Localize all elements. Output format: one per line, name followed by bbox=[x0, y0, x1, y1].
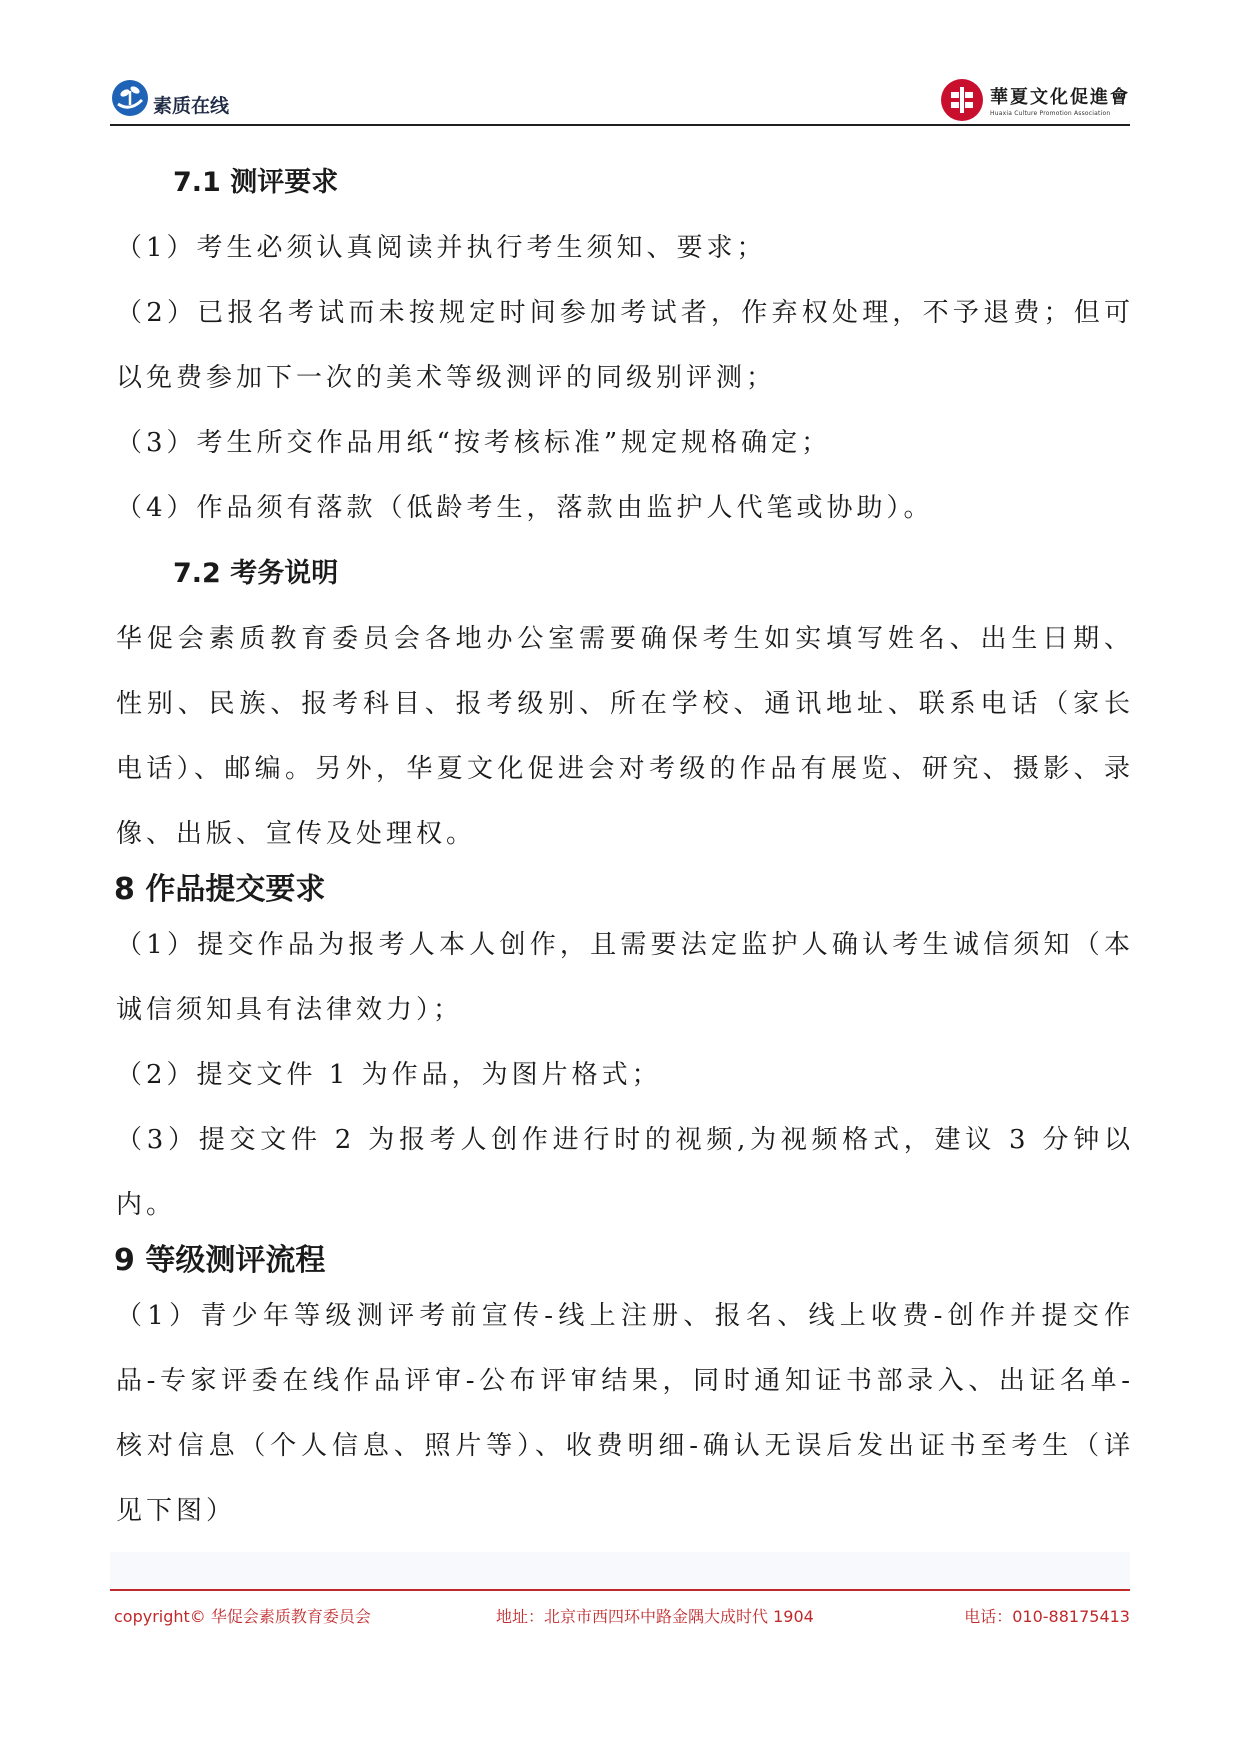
heading-9: 9 等级测评流程 bbox=[114, 1243, 326, 1278]
paragraph-7-1-4: （4）作品须有落款（低龄考生，落款由监护人代笔或协助）。 bbox=[116, 493, 934, 523]
paragraph-8-2: （2）提交文件 1 为作品，为图片格式； bbox=[116, 1060, 662, 1090]
paragraph-7-1-1: （1）考生必须认真阅读并执行考生须知、要求； bbox=[116, 233, 767, 263]
association-seal-icon bbox=[940, 78, 984, 122]
document-body bbox=[116, 150, 1134, 1544]
heading-7-2: 7.2 考务说明 bbox=[173, 558, 339, 589]
association-name-en: Huaxia Culture Promotion Association bbox=[990, 110, 1111, 117]
paragraph-7-1-3: （3）考生所交作品用纸“按考核标准”规定规格确定； bbox=[116, 428, 832, 458]
footer-divider bbox=[110, 1589, 1130, 1591]
footer-copyright: copyright© 华促会素质教育委员会 bbox=[114, 1607, 371, 1626]
paragraph-8-3: （3）提交文件 2 为报考人创作进行时的视频,为视频格式，建议 3 分钟以内。 bbox=[116, 1125, 1134, 1220]
association-name-cn: 華夏文化促進會 bbox=[990, 87, 1130, 108]
paragraph-8-1: （1）提交作品为报考人本人创作，且需要法定监护人确认考生诚信须知（本诚信须知具有法律效力）； bbox=[116, 930, 1134, 1025]
paragraph-7-2-1: 华促会素质教育委员会各地办公室需要确保考生如实填写姓名、出生日期、性别、民族、报考科目、报考级别、所在学校、通讯地址、联系电话（家长电话）、邮编。另外，华夏文化促进会对考级的作品有展览、研究、摄影、录像、出版、宣传及处理权。 bbox=[116, 624, 1134, 849]
paragraph-7-1-2: （2）已报名考试而未按规定时间参加考试者，作弃权处理，不予退费；但可以免费参加下一次的美术等级测评的同级别评测； bbox=[116, 298, 1134, 393]
brand-name: 素质在线 bbox=[153, 94, 230, 117]
header-divider bbox=[110, 124, 1130, 126]
paragraph-9-1: （1）青少年等级测评考前宣传-线上注册、报名、线上收费-创作并提交作品-专家评委在线作品评审-公布评审结果，同时通知证书部录入、出证名单-核对信息（个人信息、照片等）、收费明细-确认无误后发出证书至考生（详见下图） bbox=[116, 1301, 1134, 1526]
footer-phone: 电话：010-88175413 bbox=[964, 1607, 1130, 1626]
footer-band bbox=[110, 1552, 1130, 1590]
huaxia-association-logo bbox=[940, 78, 1130, 122]
page-footer bbox=[114, 1604, 1130, 1634]
heading-8: 8 作品提交要求 bbox=[114, 872, 326, 907]
suzhi-online-logo bbox=[110, 78, 229, 118]
heading-7-1: 7.1 测评要求 bbox=[173, 167, 339, 198]
page-header bbox=[110, 70, 1130, 126]
footer-address: 地址：北京市西四环中路金隅大成时代 1904 bbox=[496, 1607, 814, 1626]
sprout-logo-icon bbox=[110, 78, 150, 118]
